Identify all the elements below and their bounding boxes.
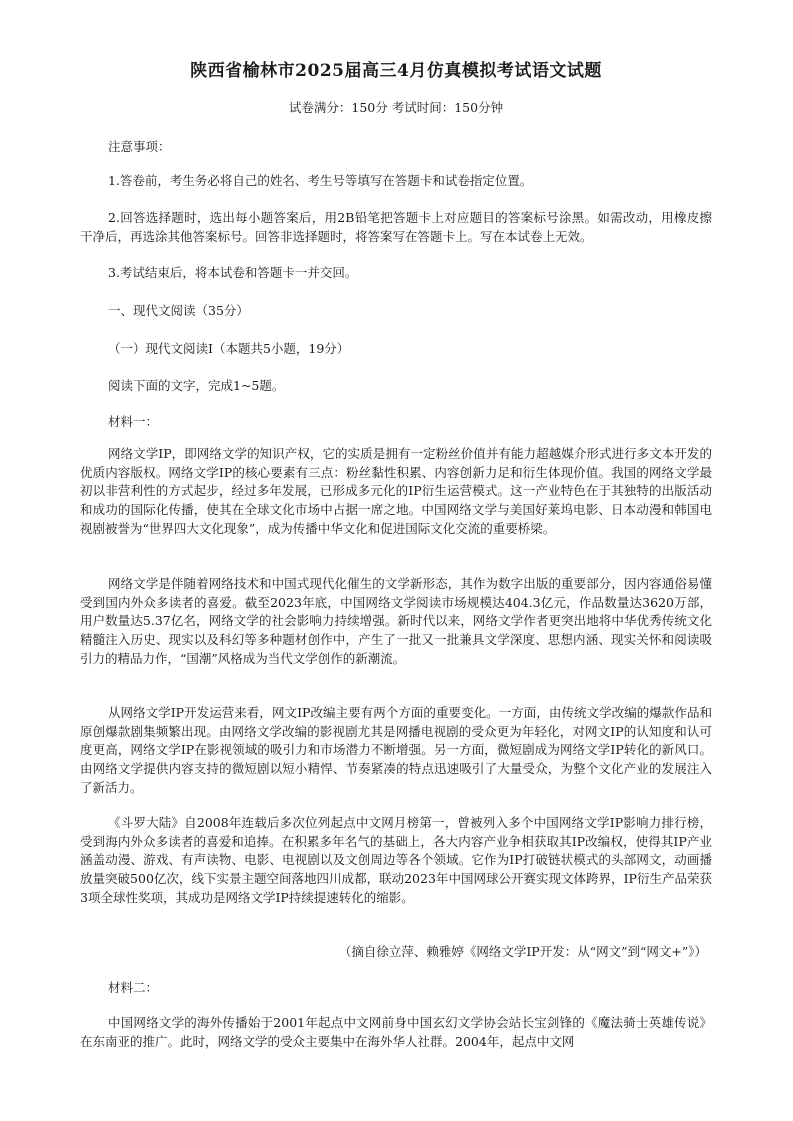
material-2-paragraph-1: 中国网络文学的海外传播始于2001年起点中文网前身中国玄幻文学协会站长宝剑锋的《魔法骑士英雄传说》在东南亚的推广。此时，网络文学的受众主要集中在海外华人社群。2004年，起点中文网 (80, 1015, 712, 1049)
material-1-source: （摘自徐立萍、赖雅婷《网络文学IP开发：从“网文”到“网文+”》） (338, 944, 707, 959)
notice-item-2: 2.回答选择题时，选出每小题答案后，用2B铅笔把答题卡上对应题目的答案标号涂黑。如需改动，用橡皮擦干净后，再选涂其他答案标号。回答非选择题时，将答案写在答题卡上。写在本试卷上无效。 (80, 210, 712, 244)
subsection-heading: （一）现代文阅读Ⅰ（本题共5小题，19分） (108, 341, 350, 356)
document-title: 陕西省榆林市2025届高三4月仿真模拟考试语文试题 (190, 61, 602, 81)
notice-heading: 注意事项： (108, 139, 171, 154)
notice-item-1: 1.答卷前，考生务必将自己的姓名、考生号等填写在答题卡和试卷指定位置。 (108, 173, 533, 188)
material-1-paragraph-3: 从网络文学IP开发运营来看，网文IP改编主要有两个方面的重要变化。一方面，由传统文学改编的爆款作品和原创爆款剧集频繁出现。由网络文学改编的影视剧尤其是网播电视剧的受众更为年轻化，对网文IP的认知度和认可度更高，网络文学IP在影视领域的吸引力和市场潜力不断增强。另一方面，微短剧成为网络文学IP转化的新风口。由网络文学提供内容支持的微短剧以短小精悍、节奏紧凑的特点迅速吸引了大量受众，为整个文化产业的发展注入了新活力。 (80, 705, 712, 795)
material-2-label: 材料二： (108, 980, 159, 995)
section-heading: 一、现代文阅读（35分） (108, 303, 249, 318)
material-1-paragraph-1: 网络文学IP，即网络文学的知识产权，它的实质是拥有一定粉丝价值并有能力超越媒介形式进行多文本开发的优质内容版权。网络文学IP的核心要素有三点：粉丝黏性积累、内容创新力足和衍生体现价值。我国的网络文学最初以非营利性的方式起步，经过多年发展，已形成多元化的IP衍生运营模式。这一产业特色在于其独特的出版活动和成功的国际化传播，使其在全球文化市场中占据一席之地。中国网络文学与美国好莱坞电影、日本动漫和韩国电视剧被誉为“世界四大文化现象”，成为传播中华文化和促进国际文化交流的重要桥梁。 (80, 446, 712, 536)
exam-info: 试卷满分：150分 考试时间：150分钟 (288, 100, 504, 115)
notice-item-3: 3.考试结束后，将本试卷和答题卡一并交回。 (108, 265, 358, 280)
material-1-paragraph-2: 网络文学是伴随着网络技术和中国式现代化催生的文学新形态，其作为数字出版的重要部分，因内容通俗易懂受到国内外众多读者的喜爱。截至2023年底，中国网络文学阅读市场规模达404.3亿元，作品数量达3620万部，用户数量达5.37亿名，网络文学的社会影响力持续增强。新时代以来，网络文学作者更突出地将中华优秀传统文化精髓注入历史、现实以及科幻等多种题材创作中，产生了一批又一批兼具文学深度、思想内涵、现实关怀和阅读吸引力的精品力作，“国潮”风格成为当代文学创作的新潮流。 (80, 576, 712, 666)
material-1-label: 材料一： (108, 414, 159, 429)
material-1-paragraph-4: 《斗罗大陆》自2008年连载后多次位列起点中文网月榜第一，曾被列入多个中国网络文学IP影响力排行榜，受到海内外众多读者的喜爱和追捧。在积累多年名气的基础上，各大内容产业争相获取其IP改编权，使得其IP产业涵盖动漫、游戏、有声读物、电影、电视剧以及文创周边等各个领域。它作为IP打破链状模式的头部网文，动画播放量突破500亿次，线下实景主题空间落地四川成都，联动2023年中国网球公开赛实现文体跨界，IP衍生产品荣获3项全球性奖项，其成功是网络文学IP持续提速转化的缩影。 (80, 815, 712, 905)
reading-instruction: 阅读下面的文字，完成1~5题。 (108, 378, 285, 393)
